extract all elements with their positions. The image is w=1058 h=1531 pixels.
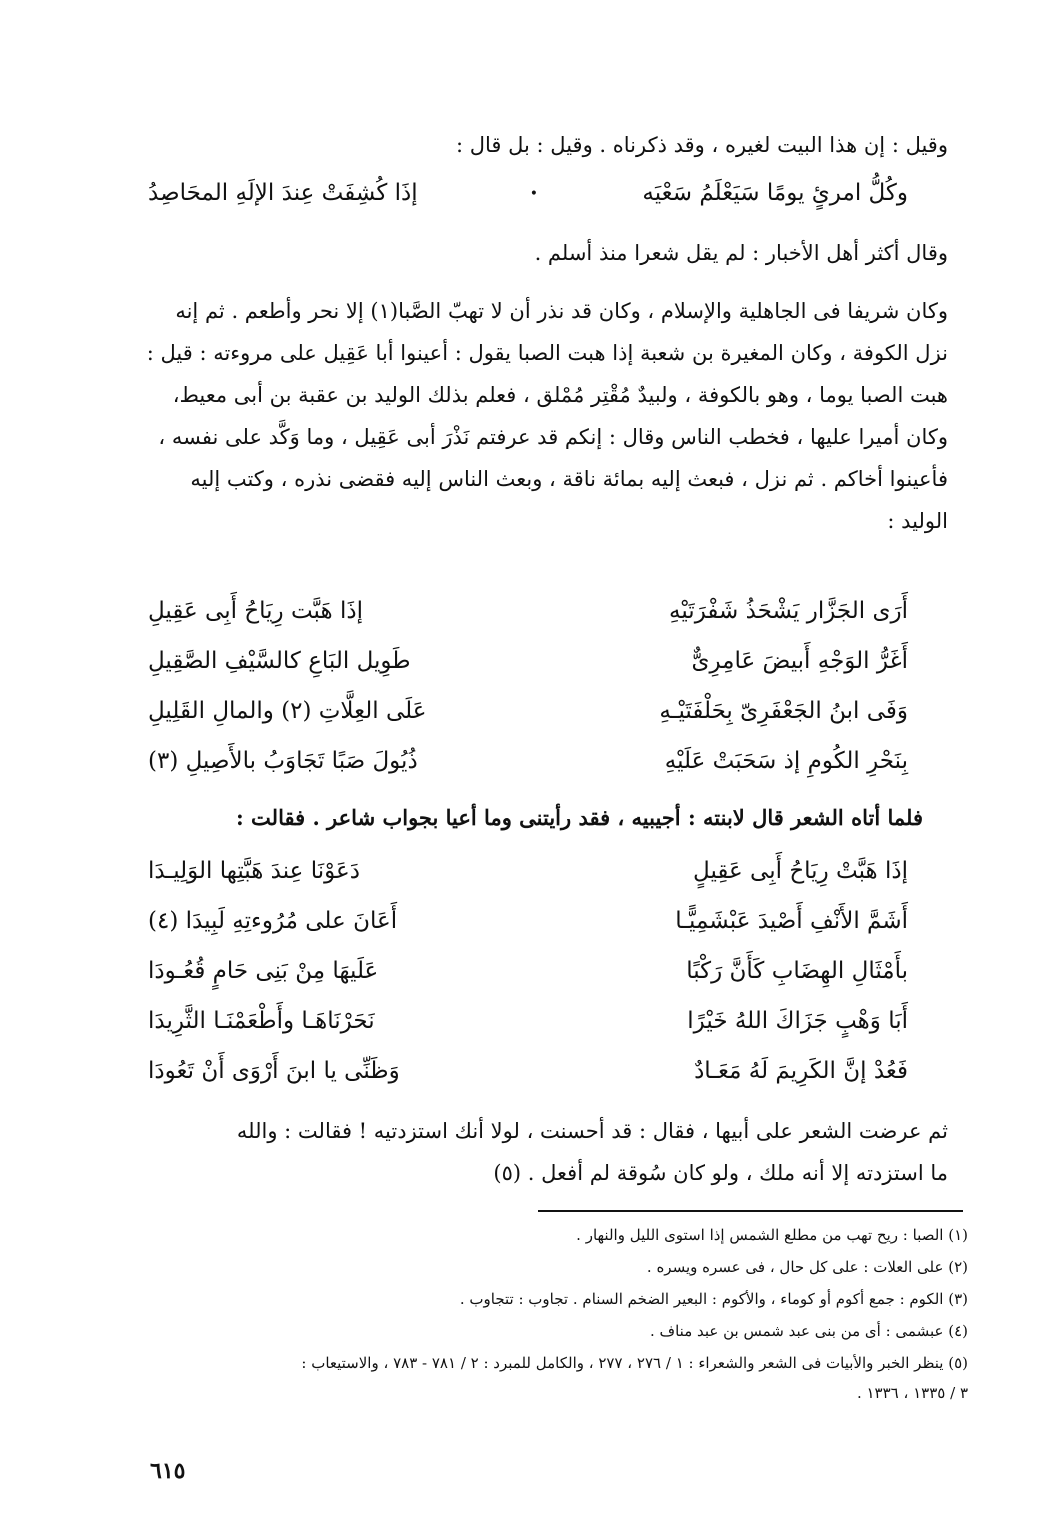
poem1-second-hemistich: عَلَى العِلَّاتِ (٢) والمالِ القَلِيلِ — [148, 698, 427, 724]
poem2-second-hemistich: عَلَيهَا مِنْ بَنِى حَامٍ قُعُـودَا — [148, 958, 379, 984]
footnote: (٣) الكوم : جمع أكوم أو كوماء ، والأكوم : البعير الضخم السنام . تجاوب : تتجاوب . — [459, 1290, 968, 1308]
para2-line: وكان شريفا فى الجاهلية والإسلام ، وكان قد نذر أن لا تهبّ الصَّبا(١) إلا نحر وأطعم . ثم إنه — [175, 299, 948, 323]
para2-line: هبت الصبا يوما ، وهو بالكوفة ، ولبيدٌ مُقْتِر مُمْلق ، فعلم بذلك الوليد بن عقبة بن أبى معيط، — [172, 383, 948, 407]
poem1-verse — [148, 598, 908, 638]
poem1-second-hemistich: إذَا هَبَّت رِيَاحُ أَبِى عَقِيلِ — [148, 598, 363, 624]
poem2-first-hemistich: أَبَا وَهْبٍ جَزَاكَ اللهُ خَيْرًا — [687, 1008, 908, 1034]
para2-line: وكان أميرا عليها ، فخطب الناس وقال : إنكم قد عرفتم نَذْرَ أبى عَقِيل ، وما وَكَّد على نفسه ، — [158, 425, 948, 449]
poem1-verse — [148, 748, 908, 788]
poem2-verse — [148, 908, 908, 948]
poem2-second-hemistich: دَعَوْنَا عِندَ هَبَّتِها الوَلِيـدَا — [148, 858, 360, 884]
footnote: ٣ / ١٣٣٥ ، ١٣٣٦ . — [856, 1384, 968, 1402]
poem2-second-hemistich: أَعَانَ على مُرُوءتِهِ لَبِيدَا (٤) — [148, 908, 398, 934]
footnote-rule — [538, 1210, 963, 1212]
poem1-first-hemistich: وَفَى ابنُ الجَعْفَرِىّ بِحَلْفَتَيْـهِ — [659, 698, 908, 724]
poem2-second-hemistich: وَظَنِّى يا ابنَ أَرْوَى أَنْ تَعُودَا — [148, 1058, 400, 1084]
mid-line: فلما أتاه الشعر قال لابنته : أجيبيه ، فقد رأيتنى وما أعيا بجواب شاعر . فقالت : — [235, 805, 923, 830]
poem2-first-hemistich: فَعُدْ إنَّ الكَرِيمَ لَهُ مَعَـادٌ — [694, 1058, 908, 1084]
poem1-verse — [148, 698, 908, 738]
footnote: (١) الصبا : ريح تهب من مطلع الشمس إذا استوى الليل والنهار . — [576, 1226, 968, 1244]
poem2-first-hemistich: أَشَمَّ الأَنْفِ أَصْيدَ عَبْشَمِيًّـا — [675, 908, 908, 934]
footnote: (٢) على العلات : على كل حال ، فى عسره ويسره . — [646, 1258, 968, 1276]
para2-line: نزل الكوفة ، وكان المغيرة بن شعبة إذا هبت الصبا يقول : أعينوا أبا عَقِيل على مروءته : قيل : — [146, 341, 948, 365]
verse-second-hemistich: إذَا كُشِفَتْ عِندَ الإلَهِ المحَاصِدُ — [148, 180, 418, 206]
para2-line: الوليد : — [887, 509, 948, 533]
intro-line: وقيل : إن هذا البيت لغيره ، وقد ذكرناه . وقيل : بل قال : — [456, 133, 948, 157]
poem1-second-hemistich: ذُيُولَ صَبًا تَجَاوَبُ بالأَصِيلِ (٣) — [148, 748, 418, 774]
poem2-verse — [148, 858, 908, 898]
poem1-first-hemistich: أَرَى الجَزَّار يَشْحَذُ شَفْرَتَيْهِ — [669, 598, 908, 624]
poem2-first-hemistich: بأَمْثَالِ الهِضَابِ كَأَنَّ رَكْبًا — [686, 958, 908, 984]
poem1-first-hemistich: أَغَرُّ الوَجْهِ أَبيضَ عَامِرِىٌّ — [691, 648, 908, 674]
verse-first-hemistich: وكُلُّ امرئٍ يومًا سَيَعْلَمُ سَعْيَه — [642, 180, 908, 206]
poem1-first-hemistich: بِنَحْرِ الكُومِ إذ سَحَبَتْ عَلَيْهِ — [664, 748, 908, 774]
poem2-second-hemistich: نَحَرْنَاهَـا وأَطْعَمْنَـا الثَّرِيدَا — [148, 1008, 375, 1034]
poem2-first-hemistich: إذَا هَبَّتْ رِيَاحُ أَبِى عَقِيلٍ — [693, 858, 908, 884]
poem1-verse — [148, 648, 908, 688]
page-number: ٦١٥ — [150, 1458, 186, 1484]
para1-line: وقال أكثر أهل الأخبار : لم يقل شعرا منذ أسلم . — [534, 241, 948, 265]
end-line: ما استزدته إلا أنه ملك ، ولو كان سُوقة لم أفعل . (٥) — [493, 1161, 948, 1185]
end-line: ثم عرضت الشعر على أبيها ، فقال : قد أحسنت ، لولا أنك استزدتيه ! فقالت : والله — [236, 1119, 948, 1143]
footnote: (٤) عبشمى : أى من بنى عبد شمس بن عبد مناف . — [650, 1322, 968, 1340]
footnote: (٥) ينظر الخبر والأبيات فى الشعر والشعراء : ١ / ٢٧٦ ، ٢٧٧ ، والكامل للمبرد : ٢ / ٧٨١ - ٧٨٣ ، والاستيعاب : — [301, 1354, 968, 1372]
para2-line: فأعينوا أخاكم . ثم نزل ، فبعث إليه بمائة ناقة ، وبعث الناس إليه فقضى نذره ، وكتب إليه — [190, 467, 948, 491]
poem2-verse — [148, 1008, 908, 1048]
verse-separator: • — [529, 186, 538, 202]
poem2-verse — [148, 1058, 908, 1098]
poem2-verse — [148, 958, 908, 998]
poem1-second-hemistich: طَوِيل البَاعِ كالسَّيْفِ الصَّقِيلِ — [148, 648, 411, 674]
verse-single — [148, 180, 908, 220]
